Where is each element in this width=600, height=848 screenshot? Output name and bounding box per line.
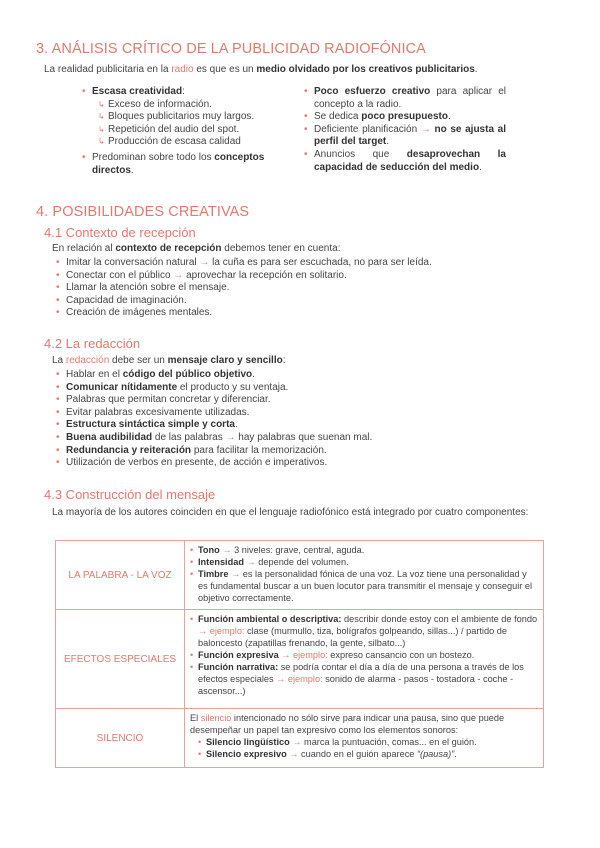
- list-item: • Hablar en el código del público objetivo.: [56, 369, 536, 382]
- table-row: [56, 610, 544, 709]
- list-item: • Silencio expresivo → cuando en el guión aparece “(pausa)”.: [198, 748, 538, 760]
- table-row: [56, 541, 544, 610]
- list-item: • Silencio lingüístico → marca la puntuación, comas... en el guión.: [198, 736, 538, 748]
- subsection-4-3-intro: La mayoría de los autores coinciden en que el lenguaje radiofónico está integrado por cuatro componentes:: [52, 507, 529, 518]
- list-item: • Intensidad → depende del volumen.: [190, 556, 538, 568]
- list-item: • Evitar palabras excesivamente utilizadas.: [56, 407, 536, 420]
- subsection-4-2-intro: La redacción debe ser un mensaje claro y sencillo:: [52, 355, 286, 366]
- list-item: • Función expresiva → ejemplo: expreso cansancio con un bostezo.: [190, 649, 538, 661]
- subsection-4-2-list: [56, 369, 536, 470]
- subsection-4-1-intro: En relación al contexto de recepción debemos tener en cuenta:: [52, 243, 341, 254]
- list-item: • Buena audibilidad de las palabras → hay palabras que suenan mal.: [56, 432, 536, 445]
- list-item: • Llamar la atención sobre el mensaje.: [56, 282, 536, 295]
- list-item: • Poco esfuerzo creativo para aplicar el concepto a la radio.: [304, 86, 506, 111]
- list-item: ↳ Producción de escasa calidad: [92, 136, 297, 149]
- list-item: ↳ Bloques publicitarios muy largos.: [92, 111, 297, 124]
- list-item: • Escasa creatividad: ↳ Exceso de información. ↳ Bloques publicitarios muy largos. ↳ Repetición del audio del spot. ↳ Producción de escasa calidad: [82, 86, 297, 149]
- list-item: • Utilización de verbos en presente, de acción e imperativos.: [56, 457, 536, 470]
- section-3-right-list: [304, 86, 506, 174]
- section-3-left-list: [82, 86, 297, 177]
- list-item: • Palabras que permitan concretar y diferenciar.: [56, 394, 536, 407]
- list-item: • Función narrativa: se podría contar el día a día de una persona a través de los efectos especiales → ejemplo: sonido de alarma - pasos - tostadora - coche - ascensor...): [190, 661, 538, 697]
- list-item: • Deficiente planificación → no se ajusta al perfil del target.: [304, 124, 506, 149]
- list-item: • Anuncios que desaprovechan la capacidad de seducción del medio.: [304, 149, 506, 174]
- subsection-4-3-title: 4.3 Construcción del mensaje: [44, 487, 216, 502]
- row-label-voz: LA PALABRA - LA VOZ: [56, 541, 185, 610]
- sub-list: [92, 99, 297, 149]
- row-content-efectos: [185, 610, 544, 709]
- row-content-voz: [185, 541, 544, 610]
- list-item: ↳ Repetición del audio del spot.: [92, 124, 297, 137]
- row-label-silencio: SILENCIO: [56, 709, 185, 768]
- list-item: • Comunicar nítidamente el producto y su ventaja.: [56, 382, 536, 395]
- components-table: [55, 540, 544, 768]
- silencio-intro: El silencio intencionado no sólo sirve para indicar una pausa, sino que puede desempeñar un papel tan expresivo como los elementos sonoros:: [190, 713, 505, 735]
- list-item: • Estructura sintáctica simple y corta.: [56, 419, 536, 432]
- list-item: • Función ambiental o descriptiva: describir donde estoy con el ambiente de fondo → ejemplo: clase (murmullo, tiza, bolígrafos golpeando, sillas...) / partido de baloncesto (zapatillas frenando, la gente, silbato...): [190, 613, 538, 649]
- subsection-4-1-title: 4.1 Contexto de recepción: [44, 225, 196, 240]
- row-label-efectos: EFECTOS ESPECIALES: [56, 610, 185, 709]
- list-item: • Se dedica poco presupuesto.: [304, 111, 506, 124]
- list-item: • Creación de imágenes mentales.: [56, 307, 536, 320]
- list-item: ↳ Exceso de información.: [92, 99, 297, 112]
- list-item: • Predominan sobre todo los conceptos directos.: [82, 152, 287, 177]
- list-item: • Timbre → es la personalidad fónica de una voz. La voz tiene una personalidad y es fundamental buscar a un buen locutor para transmitir el mensaje y conseguir el objetivo correctamente.: [190, 568, 538, 604]
- subsection-4-2-title: 4.2 La redacción: [44, 336, 141, 351]
- section-3-intro: La realidad publicitaria en la radio es que es un medio olvidado por los creativos publicitarios.: [44, 64, 478, 75]
- list-item: • Tono → 3 niveles: grave, central, aguda.: [190, 544, 538, 556]
- section-3-title: 3. ANÁLISIS CRÍTICO DE LA PUBLICIDAD RADIOFÓNICA: [36, 41, 426, 57]
- section-4-title: 4. POSIBILIDADES CREATIVAS: [36, 204, 250, 220]
- list-item: • Capacidad de imaginación.: [56, 295, 536, 308]
- list-item: • Imitar la conversación natural → la cuña es para ser escuchada, no para ser leída.: [56, 257, 536, 270]
- list-item: • Conectar con el público → aprovechar la recepción en solitario.: [56, 270, 536, 283]
- table-row: [56, 709, 544, 768]
- subsection-4-1-list: [56, 257, 536, 320]
- row-content-silencio: [185, 709, 544, 768]
- list-item: • Redundancia y reiteración para facilitar la memorización.: [56, 445, 536, 458]
